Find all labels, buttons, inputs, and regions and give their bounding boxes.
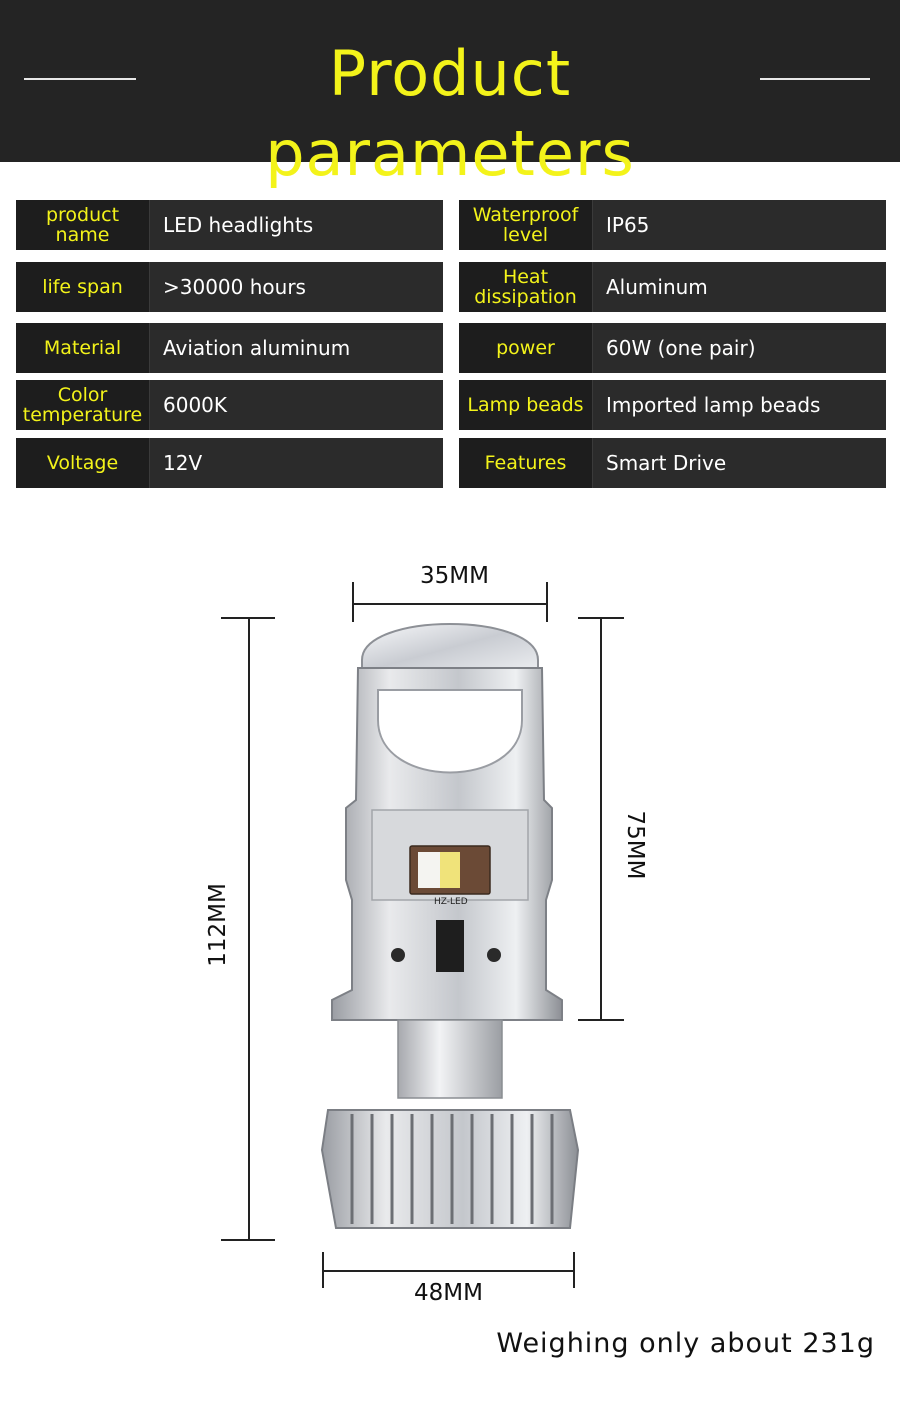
led-chip-right-icon <box>440 852 460 888</box>
spec-label: Waterproof level <box>472 204 579 246</box>
spec-label: Features <box>484 452 567 474</box>
spec-label: Material <box>43 337 122 359</box>
page-title: Product parameters <box>265 37 635 190</box>
screw-hole-right <box>487 948 501 962</box>
spec-label: product name <box>45 204 120 246</box>
spec-value: Smart Drive <box>592 438 886 488</box>
dim-label-lens-height: 75MM <box>622 810 648 880</box>
dim-label-total-height: 112MM <box>205 883 231 967</box>
spec-value: IP65 <box>592 200 886 250</box>
spec-label: Heat dissipation <box>474 266 577 308</box>
weight-note: Weighing only about 231g <box>496 1328 875 1359</box>
chip-label: HZ-LED <box>434 897 468 907</box>
spec-value: 60W (one pair) <box>592 323 886 373</box>
heat-sink <box>322 1110 578 1228</box>
spec-value: >30000 hours <box>149 262 443 312</box>
spec-label: Voltage <box>46 452 119 474</box>
spec-value: Aviation aluminum <box>149 323 443 373</box>
screw-hole-left <box>391 948 405 962</box>
spec-label: power <box>496 337 555 359</box>
spec-value: 12V <box>149 438 443 488</box>
lens-dome <box>362 624 538 672</box>
connector-plug <box>436 920 464 972</box>
neck <box>398 1020 502 1098</box>
dim-label-top-width: 35MM <box>420 563 489 589</box>
spec-label: life span <box>42 276 123 298</box>
spec-value: 6000K <box>149 380 443 430</box>
led-chip-left-icon <box>418 852 440 888</box>
spec-value: Aluminum <box>592 262 886 312</box>
spec-value: Imported lamp beads <box>592 380 886 430</box>
dim-label-bottom-width: 48MM <box>414 1280 483 1306</box>
spec-label: Lamp beads <box>467 394 584 416</box>
spec-value: LED headlights <box>149 200 443 250</box>
spec-label: Color temperature <box>22 384 143 426</box>
